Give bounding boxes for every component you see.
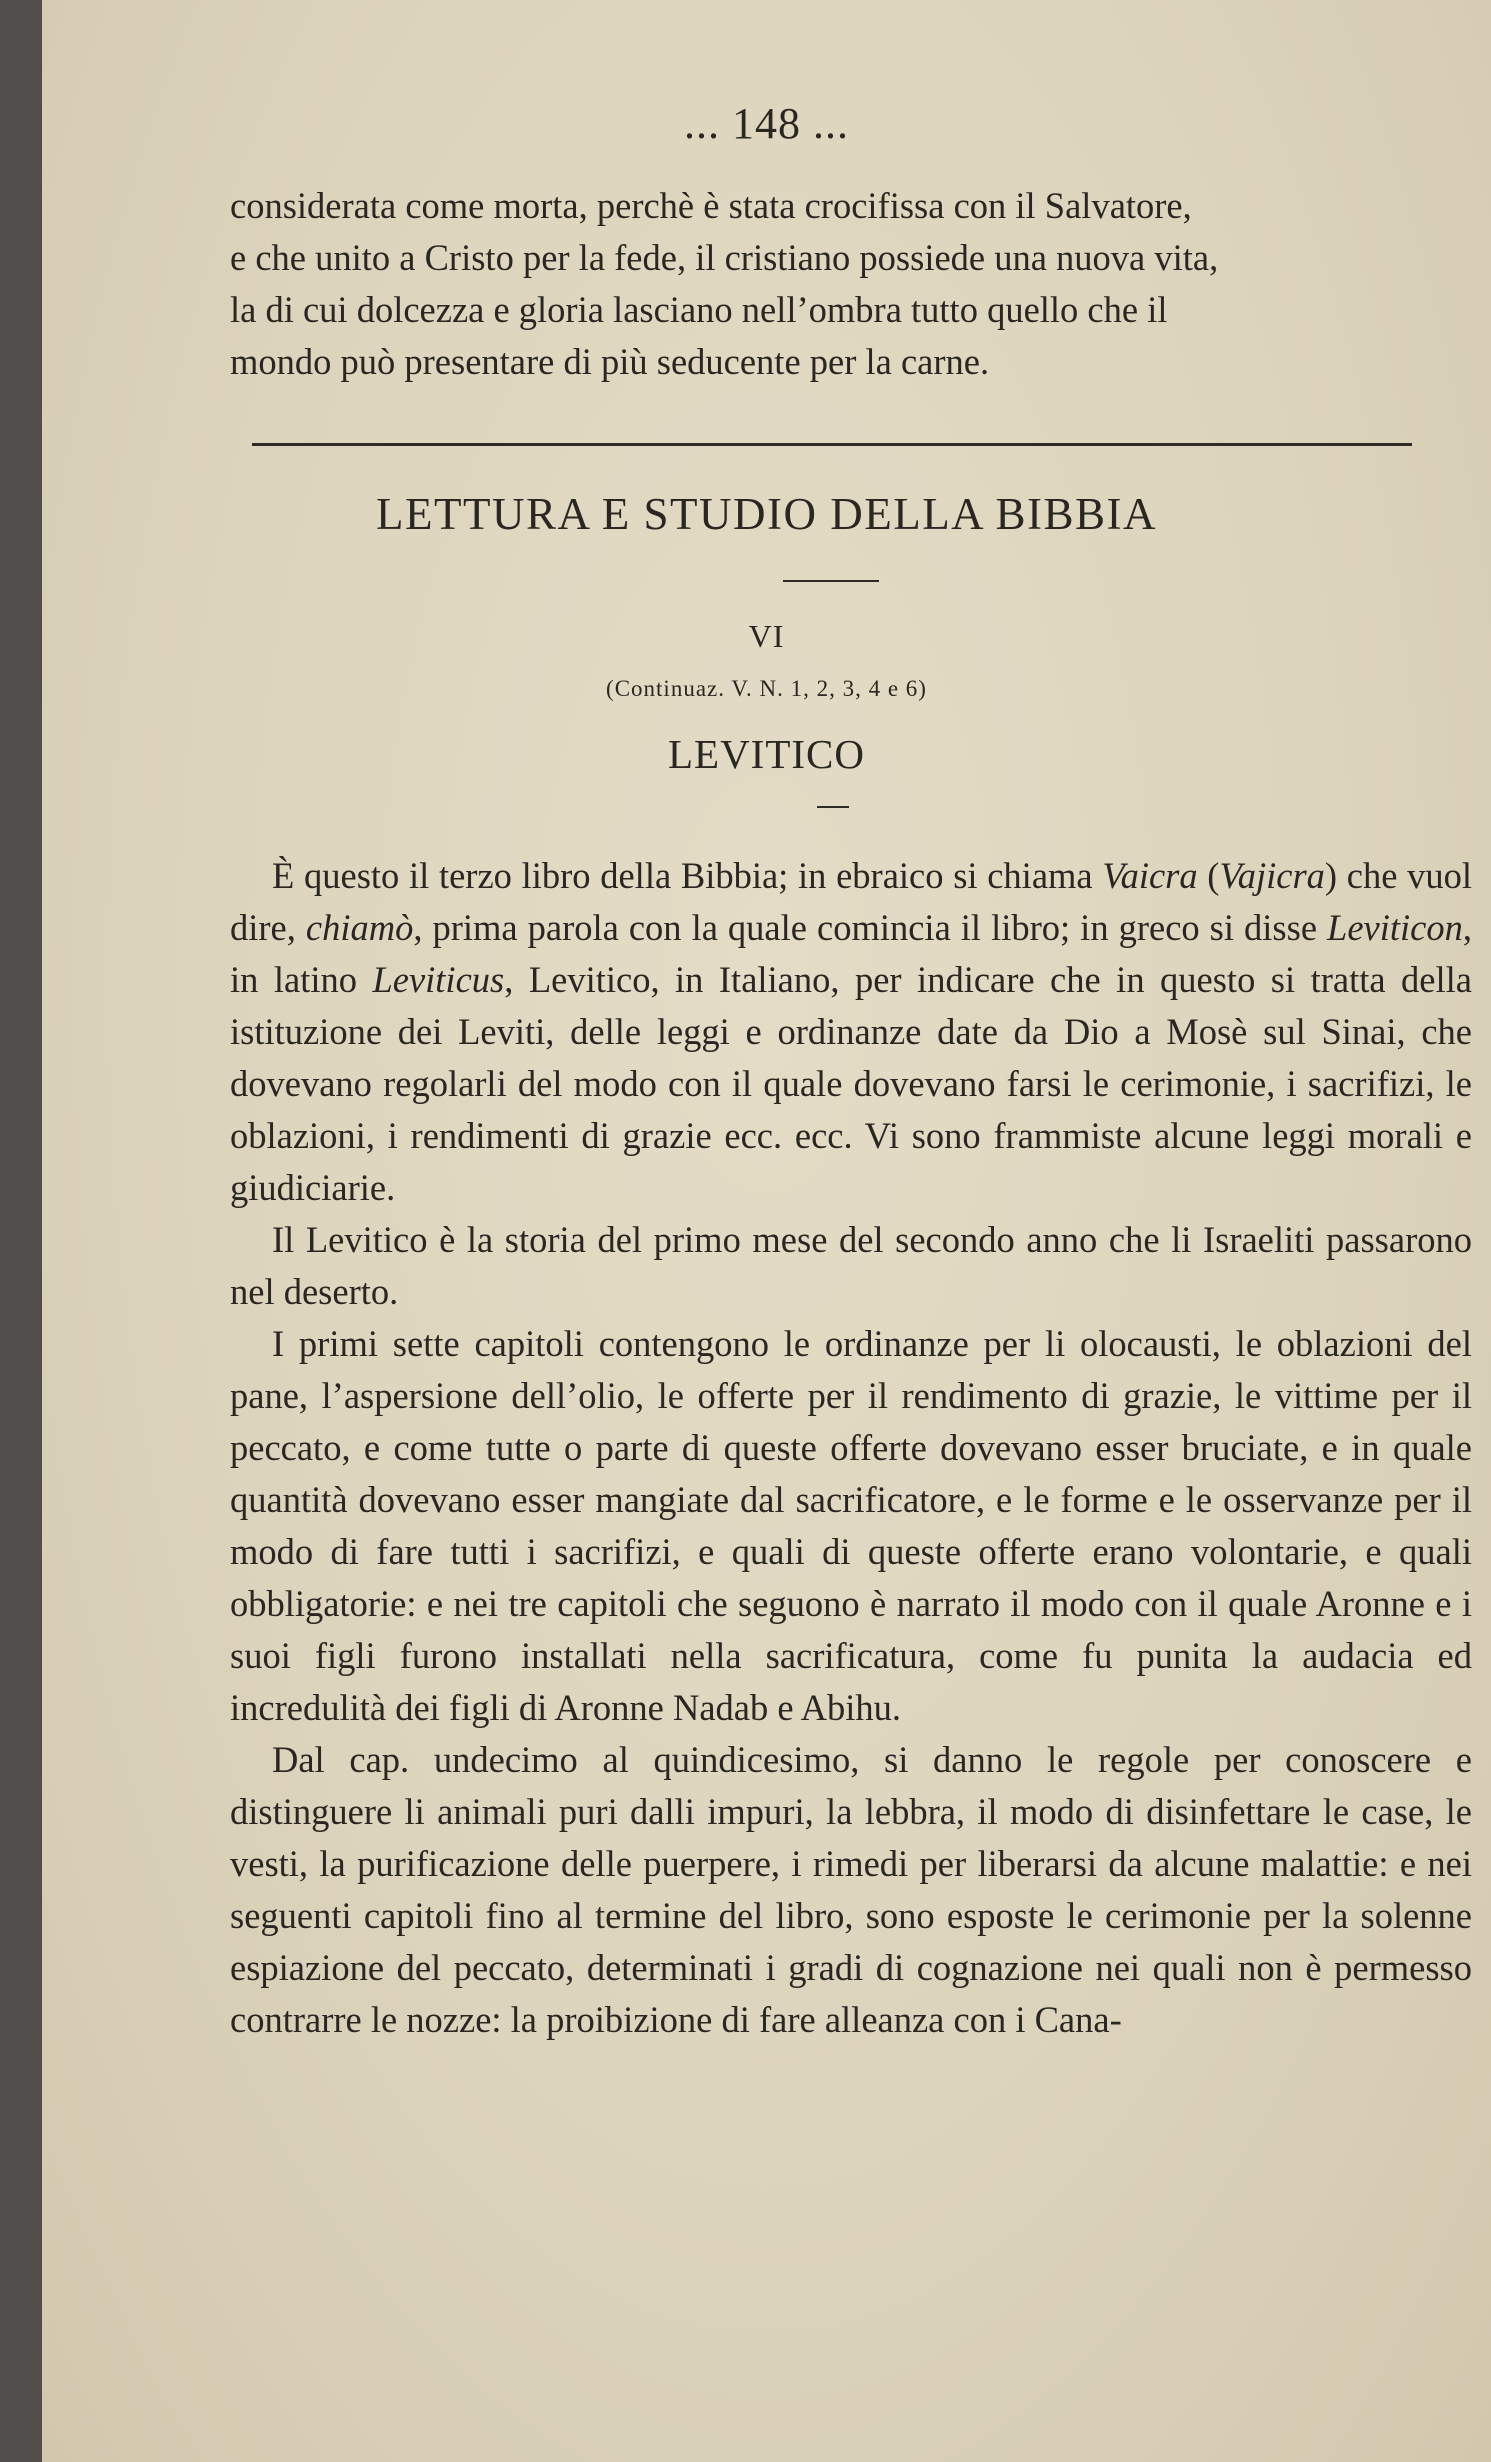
paragraph-text: ) che vuol dire, xyxy=(230,855,1472,948)
intro-line: e che unito a Cristo per la fede, il cristiano possiede una nuova vita, xyxy=(230,237,1219,278)
book-title-dash xyxy=(817,806,849,808)
italic-term: Leviticus xyxy=(372,959,505,1000)
paragraph-text: È questo il terzo libro della Bibbia; in ebraico si chiama xyxy=(272,855,1103,896)
paragraph-text: , in latino xyxy=(230,907,1472,1000)
continuation-note: (Continuaz. V. N. 1, 2, 3, 4 e 6) xyxy=(606,676,927,701)
italic-term: Vajicra xyxy=(1219,855,1325,896)
section-title: LETTURA E STUDIO DELLA BIBBIA xyxy=(376,489,1157,539)
page-number: ... 148 ... xyxy=(684,99,849,148)
body-text xyxy=(230,850,1472,2046)
intro-paragraph xyxy=(230,180,1472,388)
intro-line: la di cui dolcezza e gloria lasciano nell’ombra tutto quello che il xyxy=(230,289,1168,330)
section-divider xyxy=(252,443,1412,446)
book-page xyxy=(42,0,1491,2462)
paragraph-text: , Levitico, in Italiano, per indicare che in questo si tratta della istituzione dei Leviti, delle leggi e ordinanze date da Dio a Mosè sul Sinai, che dovevano regolarli del modo con il quale dovevano farsi le cerimonie, i sacrifizi, le oblazioni, i rendimenti di grazie ecc. ecc. Vi sono frammiste alcune leggi morali e giudiciarie. xyxy=(230,959,1472,1208)
paragraph: Il Levitico è la storia del primo mese del secondo anno che li Israeliti passarono nel deserto. xyxy=(230,1219,1472,1312)
italic-term: Leviticon xyxy=(1327,907,1463,948)
intro-line: mondo può presentare di più seducente per la carne. xyxy=(230,341,990,382)
title-underline xyxy=(783,580,879,582)
paragraph: Dal cap. undecimo al quindicesimo, si danno le regole per conoscere e distinguere li animali puri dalli impuri, la lebbra, il modo di disinfettare le case, le vesti, la purificazione delle puerpere, i rimedi per liberarsi da alcune malattie: e nei seguenti capitoli fino al termine del libro, sono esposte le cerimonie per la solenne espiazione del peccato, determinati i gradi di cognazione nei quali non è permesso contrarre le nozze: la proibizione di fare alleanza con i Cana- xyxy=(230,1739,1472,2040)
paragraph xyxy=(230,850,1472,1214)
italic-term: chiamò xyxy=(305,907,414,948)
book-title: LEVITICO xyxy=(667,731,865,777)
paragraph-text: , prima parola con la quale comincia il libro; in greco si disse xyxy=(413,907,1328,948)
section-number: VI xyxy=(748,618,785,654)
italic-term: Vaicra xyxy=(1102,855,1198,896)
paragraph-text: ( xyxy=(1197,855,1220,896)
intro-line: considerata come morta, perchè è stata crocifissa con il Salvatore, xyxy=(230,185,1192,226)
paragraph: I primi sette capitoli contengono le ordinanze per li olocausti, le oblazioni del pane, l’aspersione dell’olio, le offerte per il rendimento di grazie, le vittime per il peccato, e come tutte o parte di queste offerte dovevano esser bruciate, e in quale quantità dovevano esser mangiate dal sacrificatore, e le forme e le osservanze per il modo di fare tutti i sacrifizi, e quali di queste offerte erano volontarie, e quali obbligatorie: e nei tre capitoli che seguono è narrato il modo con il quale Aronne e i suoi figli furono installati nella sacrificatura, come fu punita la audacia ed incredulità dei figli di Aronne Nadab e Abihu. xyxy=(230,1323,1472,1728)
